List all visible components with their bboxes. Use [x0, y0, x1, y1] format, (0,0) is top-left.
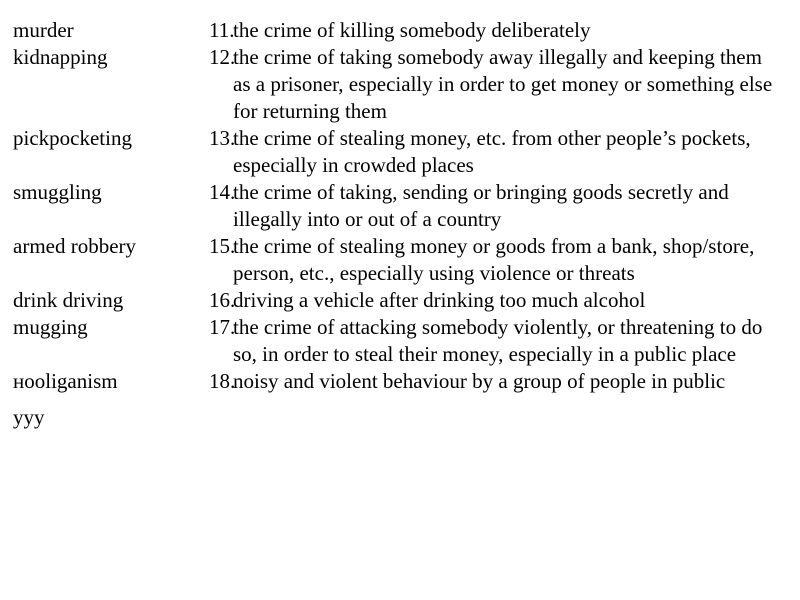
definition-number: 18.: [209, 369, 236, 393]
definition-text: the crime of attacking somebody violently, or threatening to do so, in order to steal their money, especially in a public place: [233, 315, 763, 366]
definition-text: the crime of killing somebody deliberately: [233, 18, 591, 42]
vocab-row-kidnapping: [13, 44, 793, 125]
definition: [209, 44, 793, 125]
definition: [209, 233, 793, 287]
vocab-row-murder: [13, 17, 793, 44]
term: smuggling: [13, 180, 102, 204]
definition-number: 12.: [209, 45, 236, 69]
vocab-row-pickpocketing: [13, 125, 793, 179]
vocab-row-armed-robbery: [13, 233, 793, 287]
definition-text: the crime of stealing money, etc. from other people’s pockets, especially in crowded places: [233, 126, 751, 177]
term: нooliganism: [13, 369, 118, 393]
definition-text: noisy and violent behaviour by a group of people in public: [233, 369, 726, 393]
vocab-row-smuggling: [13, 179, 793, 233]
definition: [209, 179, 793, 233]
definition: [209, 314, 793, 368]
definition-text: the crime of taking somebody away illegally and keeping them as a prisoner, especially in order to get money or something else for returning them: [233, 45, 773, 123]
definition-number: 15.: [209, 234, 236, 258]
term: mugging: [13, 315, 88, 339]
definition: [209, 368, 793, 395]
definition: [209, 17, 793, 44]
definition: [209, 125, 793, 179]
definition: [209, 287, 793, 314]
vocab-row-drink-driving: [13, 287, 793, 314]
vocab-row-mugging: [13, 314, 793, 368]
term: pickpocketing: [13, 126, 132, 150]
definition-number: 17.: [209, 315, 236, 339]
term: drink driving: [13, 288, 124, 312]
definition-text: the crime of stealing money or goods from a bank, shop/store, person, etc., especially using violence or threats: [233, 234, 755, 285]
vocabulary-list: [13, 17, 793, 431]
term: armed robbery: [13, 234, 137, 258]
definition-text: driving a vehicle after drinking too much alcohol: [233, 288, 646, 312]
definition-number: 13.: [209, 126, 236, 150]
definition-number: 14.: [209, 180, 236, 204]
vocab-row-hooliganism: [13, 368, 793, 395]
term: murder: [13, 18, 74, 42]
definition-number: 11.: [209, 18, 235, 42]
term: kidnapping: [13, 45, 108, 69]
trailing-text: yyy: [13, 405, 45, 429]
definition-number: 16.: [209, 288, 236, 312]
definition-text: the crime of taking, sending or bringing goods secretly and illegally into or out of a country: [233, 180, 729, 231]
